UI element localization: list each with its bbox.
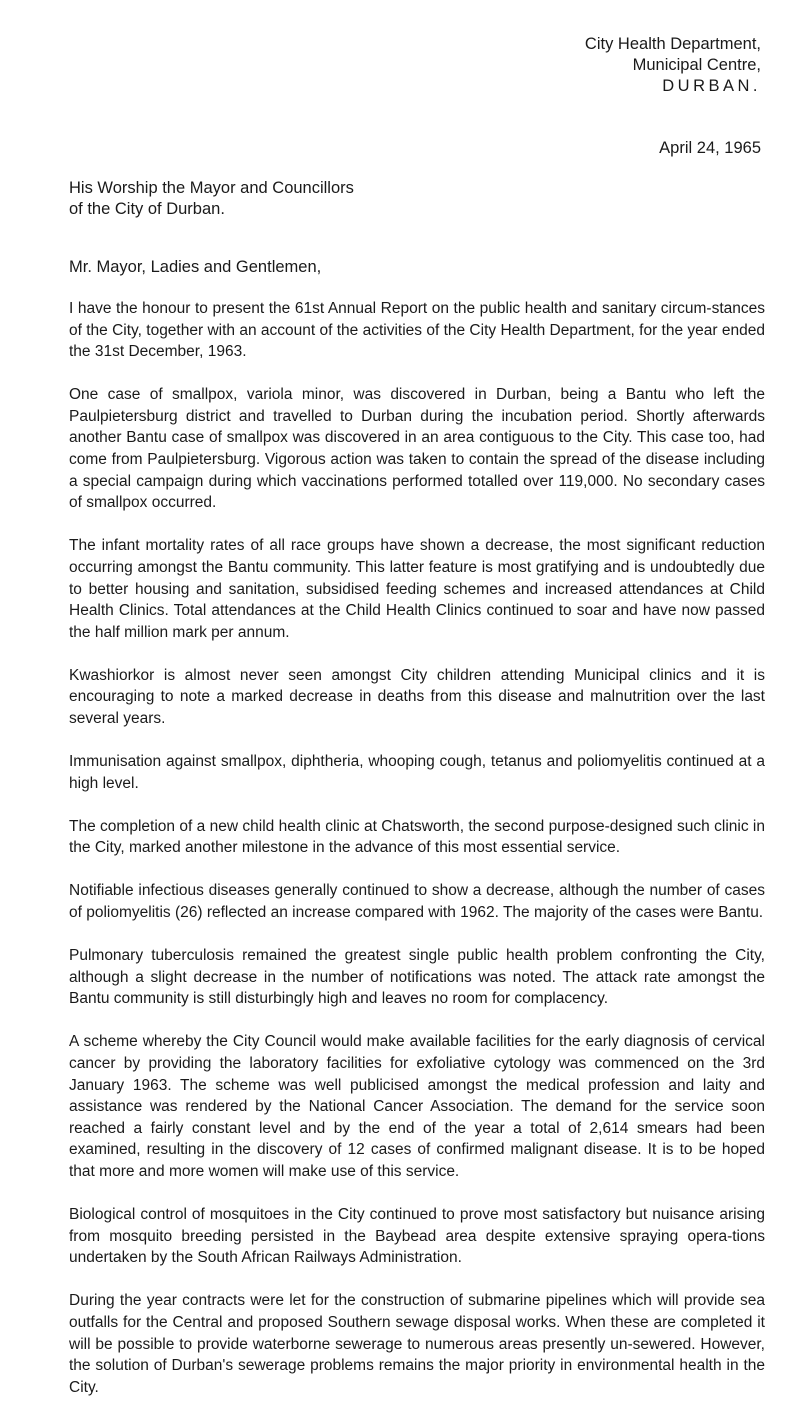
addressee-line-2: of the City of Durban. xyxy=(69,200,225,218)
address-line-city: DURBAN. xyxy=(662,77,761,95)
sender-address xyxy=(585,34,761,97)
paragraph-chatsworth-clinic: The completion of a new child health clinic at Chatsworth, the second purpose-designed such clinic in the City, marked another milestone in the advance of this most essential service. xyxy=(69,817,765,857)
greeting: Mr. Mayor, Ladies and Gentlemen, xyxy=(69,258,322,276)
letter-date: April 24, 1965 xyxy=(659,139,761,157)
addressee-line-1: His Worship the Mayor and Councillors xyxy=(69,179,354,197)
paragraph-immunisation: Immunisation against smallpox, diphtheria, whooping cough, tetanus and poliomyelitis continued at a high level. xyxy=(69,753,765,792)
paragraph-infant-mortality: The infant mortality rates of all race groups have shown a decrease, the most significant reduction occurring amongst the Bantu community. This latter feature is most gratifying and is undoubtedly due to better housing and sanitation, subsidised feeding schemes and increased attendances at Child Health Clinics. Total attendances at the Child Health Clinics continued to soar and have now passed the half million mark per annum. xyxy=(69,537,765,641)
address-line-department: City Health Department, xyxy=(584,35,761,53)
paragraph-kwashiorkor: Kwashiorkor is almost never seen amongst City children attending Municipal clinics and it is encouraging to note a marked decrease in deaths from this disease and malnutrition over the last several years. xyxy=(69,666,765,727)
paragraph-mosquitoes: Biological control of mosquitoes in the City continued to prove most satisfactory but nuisance arising from mosquito breeding persisted in the Baybead area despite extensive spraying opera-tions undertaken by the South African Railways Administration. xyxy=(69,1206,765,1267)
paragraph-cervical-cancer: A scheme whereby the City Council would make available facilities for the early diagnosis of cervical cancer by providing the laboratory facilities for exfoliative cytology was commenced on the 3rd January 1963. The scheme was well publicised amongst the medical profession and laity and assistance was rendered by the National Cancer Association. The demand for the service soon reached a fairly constant level and by the end of the year a total of 2,614 smears had been examined, resulting in the discovery of 12 cases of confirmed malignant disease. It is to be hoped that more and more women will make use of this service. xyxy=(69,1033,765,1180)
paragraph-smallpox: One case of smallpox, variola minor, was discovered in Durban, being a Bantu who left the Paulpietersburg district and travelled to Durban during the incubation period. Shortly afterwards another Bantu case of smallpox was discovered in an area contiguous to the City. This case too, had come from Paulpietersburg. Vigorous action was taken to contain the spread of the disease including a special campaign during which vaccinations performed totalled over 119,000. No secondary cases of smallpox occurred. xyxy=(69,386,765,512)
paragraph-tuberculosis: Pulmonary tuberculosis remained the greatest single public health problem confronting the City, although a slight decrease in the number of notifications was noted. The attack rate amongst the Bantu community is still disturbingly high and leaves no room for complacency. xyxy=(69,947,765,1008)
address-line-centre: Municipal Centre, xyxy=(632,56,761,74)
paragraph-infectious-diseases: Notifiable infectious diseases generally continued to show a decrease, although the number of cases of poliomyelitis (26) reflected an increase compared with 1962. The majority of the cases were Bantu. xyxy=(69,882,765,922)
letter-body xyxy=(69,298,765,1420)
paragraph-sewerage: During the year contracts were let for the construction of submarine pipelines which will provide sea outfalls for the Central and proposed Southern sewage disposal works. When these are completed it will be possible to provide waterborne sewerage to numerous areas presently un-sewered. However, the solution of Durban's sewerage problems remains the major priority in environmental health in the City. xyxy=(69,1292,765,1396)
addressee-block xyxy=(69,178,354,220)
paragraph-intro: I have the honour to present the 61st Annual Report on the public health and sanitary circum-stances of the City, together with an account of the activities of the City Health Department, for the year ended the 31st December, 1963. xyxy=(69,300,765,361)
